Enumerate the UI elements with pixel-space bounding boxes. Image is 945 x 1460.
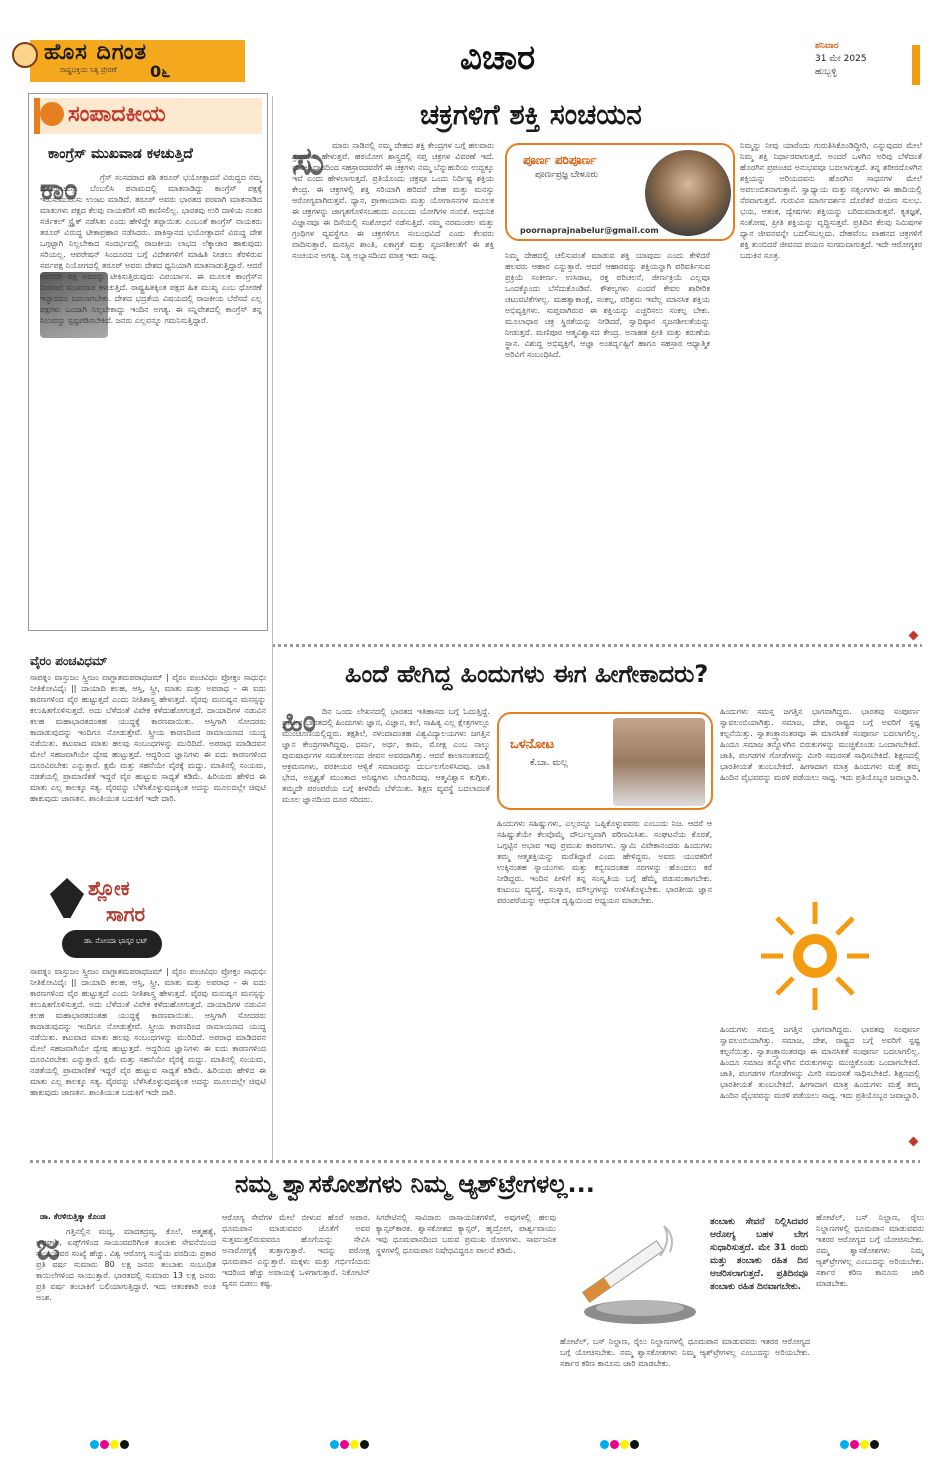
print-color-marks-3 bbox=[600, 1440, 639, 1449]
article1-dropcap: ಸು bbox=[292, 138, 325, 183]
article1-col2: ನಿಮ್ಮ ದೇಹದಲ್ಲಿ ಚಲಿಸುವಂತೆ ಮಾಡುವ ಶಕ್ತಿ ಯಾವುದು ಎಂದು ಕೇಳಿದರೆ ಹಲವರು ಆಹಾರ ಎನ್ನುತ್ತಾರೆ. ಆದರೆ ಆಹಾರವನ್ನು ಶಕ್ತಿಯನ್ನಾಗಿ ಪರಿವರ್ತಿಸುವ ಪ್ರಕ್ರಿಯೆ ಸಂಕೀರ್ಣ. ಉಸಿರಾಟ, ರಕ್ತ ಪರಿಚಲನೆ, ಜೀರ್ಣಕ್ರಿಯೆ ಎಲ್ಲವೂ ಒಂದಕ್ಕೊಂದು ಬೆಸೆದುಕೊಂಡಿವೆ. ಕೌಶಲ್ಯಗಳು ಎಂದರೆ ಕೇವಲ ಶಾರೀರಿಕ ಚಟುವಟಿಕೆಗಳಲ್ಲ. ಮಹತ್ವಾಕಾಂಕ್ಷೆ, ಸಂಕಲ್ಪ, ಪರಿಶ್ರಮ ಇವೆಲ್ಲ ಮಾನಸಿಕ ಶಕ್ತಿಯ ಅಭಿವ್ಯಕ್ತಿಗಳು. ಸುಪ್ತವಾಗಿರುವ ಈ ಶಕ್ತಿಯನ್ನು ಎಚ್ಚರಿಸಲು ಸಂಕಲ್ಪ ಬೇಕು. ಮೂಲಾಧಾರ ಚಕ್ರ ಸ್ಥಿರತೆಯನ್ನು ನೀಡಿದರೆ, ಸ್ವಾಧಿಷ್ಠಾನ ಸೃಜನಶೀಲತೆಯನ್ನು ನೀಡುತ್ತದೆ. ಮಣಿಪೂರ ಆತ್ಮವಿಶ್ವಾಸದ ಕೇಂದ್ರ. ಅನಾಹತ ಪ್ರೀತಿ ಮತ್ತು ಕರುಣೆಯ ಸ್ಥಾನ. ವಿಶುದ್ಧ ಅಭಿವ್ಯಕ್ತಿಗೆ, ಆಜ್ಞಾ ಅಂತರ್ದೃಷ್ಟಿಗೆ ಹಾಗೂ ಸಹಸ್ರಾರ ಆಧ್ಯಾತ್ಮಿಕ ಅರಿವಿಗೆ ಸಂಬಂಧಿಸಿದೆ. bbox=[505, 251, 710, 359]
poem-column-name-1: ಶ್ಲೋಕ bbox=[88, 876, 130, 900]
article3-col4: ತಂಬಾಕು ಸೇವನೆ ನಿಲ್ಲಿಸಿದವರ ಆರೋಗ್ಯ ಬಹಳ ಬೇಗ ಸುಧಾರಿಸುತ್ತದೆ. ಮೇ 31 ರಂದು ಮತ್ತು ತಂಬಾಕು ರಹಿತ ದಿನ ಆಚರಿಸಲಾಗುತ್ತದೆ. ಪ್ರತಿದಿನವೂ ತಂಬಾಕು ರಹಿತ ದಿನವಾಗಬೇಕು. bbox=[710, 1217, 808, 1292]
editorial-title: ಕಾಂಗ್ರೆಸ್ ಮುಖವಾಡ ಕಳಚುತ್ತಿದೆ bbox=[48, 146, 193, 162]
quill-icon bbox=[50, 878, 84, 918]
olanota-author: ಕೆ.ಬಾ. ಮಲ್ಲ bbox=[530, 758, 568, 768]
section-divider-2 bbox=[30, 1160, 920, 1163]
print-color-marks-4 bbox=[840, 1440, 879, 1449]
article2-col1: ದಿನ ಒಂದು ಲೇಖನದಲ್ಲಿ ಭಾರತದ ಇತಿಹಾಸದ ಬಗ್ಗೆ ಓದುತ್ತಿದ್ದೆ. ಪ್ರಾಚೀನ ಭಾರತದಲ್ಲಿ ಹಿಂದುಗಳು ಜ್ಞಾನ, ವಿಜ್ಞಾನ, ಕಲೆ, ಸಾಹಿತ್ಯ ಎಲ್ಲ ಕ್ಷೇತ್ರಗಳಲ್ಲೂ ಮುಂಚೂಣಿಯಲ್ಲಿದ್ದರು. ತಕ್ಷಶಿಲೆ, ನಳಂದಾದಂತಹ ವಿಶ್ವವಿದ್ಯಾಲಯಗಳು ಜಗತ್ತಿನ ಜ್ಞಾನ ಕೇಂದ್ರಗಳಾಗಿದ್ದವು. ಧರ್ಮ, ಅರ್ಥ, ಕಾಮ, ಮೋಕ್ಷ ಎಂಬ ನಾಲ್ಕು ಪುರುಷಾರ್ಥಗಳ ಸಮತೋಲನದ ಜೀವನ ಅವರದಾಗಿತ್ತು. ಆದರೆ ಕಾಲಾನಂತರದಲ್ಲಿ ಆಕ್ರಮಣಗಳು, ಪರಕೀಯರ ಆಳ್ವಿಕೆ ಸಮಾಜವನ್ನು ದುರ್ಬಲಗೊಳಿಸಿದವು. ಜಾತಿ ಭೇದ, ಅಸ್ಪೃಶ್ಯತೆ ಮುಂತಾದ ಅನಿಷ್ಟಗಳು ಬೇರೂರಿದವು. ಆತ್ಮವಿಶ್ವಾಸ ಕುಗ್ಗಿತು. ತಮ್ಮದೇ ಪರಂಪರೆಯ ಬಗ್ಗೆ ಕೀಳರಿಮೆ ಬೆಳೆಯಿತು. ಶಿಕ್ಷಣ ವ್ಯವಸ್ಥೆ ಬದಲಾದಂತೆ ಮೂಲ ಜ್ಞಾನದಿಂದ ದೂರ ಸರಿದರು. bbox=[282, 707, 490, 804]
poem-title: ವೈರಂ ಪಂಚವಿಧಮ್ bbox=[30, 654, 108, 668]
article3-col4-cont: ಹೋಟೆಲ್, ಬಸ್ ನಿಲ್ದಾಣ, ರೈಲು ನಿಲ್ದಾಣಗಳಲ್ಲಿ ಧೂಮಪಾನ ಮಾಡುವವರು ಇತರರ ಆರೋಗ್ಯದ ಬಗ್ಗೆ ಯೋಚಿಸಬೇಕು. ನಮ್ಮ ಶ್ವಾಸಕೋಶಗಳು ನಿಮ್ಮ ಆ್ಯಶ್‌ಟ್ರೇಗಳಲ್ಲ ಎಂಬುದನ್ನು ಅರಿಯಬೇಕು. ಸರ್ಕಾರ ಕಠಿಣ ಕಾನೂನು ಜಾರಿ ಮಾಡಬೇಕು. bbox=[560, 1337, 810, 1368]
masthead-title: ಹೊಸ ದಿಗಂತ bbox=[44, 40, 148, 65]
sun-icon bbox=[755, 896, 875, 1016]
editorial-body: ಗ್ರೆಸ್ ಸಂಸದರಾದ ಶಶಿ ತರೂರ್ ಭಯೋತ್ಪಾದನೆ ವಿರುದ್ಧದ ನಮ್ಮ ಹೋರಾಟವನ್ನು ಬೆಂಬಲಿಸಿ ಪನಾಮದಲ್ಲಿ ಮಾತನಾಡಿದ್ದು ಕಾಂಗ್ರೆಸ್ ಪಕ್ಷಕ್ಕೆ ಇರುಸುಮುರುಸು ಉಂಟು ಮಾಡಿದೆ. ತರೂರ್ ಅವರು ಭಾರತದ ಪರವಾಗಿ ಮಾತನಾಡಿದ ಮಾತುಗಳು ಪಕ್ಷದ ಕೆಲವು ನಾಯಕರಿಗೆ ಸರಿ ಕಾಣಿಸಲಿಲ್ಲ. ಭಾರತವು ಉರಿ ದಾಳಿಯ ನಂತರ ಸರ್ಜಿಕಲ್ ಸ್ಟ್ರೈಕ್ ನಡೆಸಿತು ಎಂದು ಹೇಳಿದ್ದೇ ತಪ್ಪಾಯಿತು ಎಂಬಂತೆ ಕಾಂಗ್ರೆಸ್ ನಾಯಕರು ತರೂರ್ ವಿರುದ್ಧ ಟೀಕಾಪ್ರಹಾರ ನಡೆಸಿದರು. ಪಾಕಿಸ್ತಾನದ ಭಯೋತ್ಪಾದನೆ ವಿರುದ್ಧ ದೇಶ ಒಗ್ಗಟ್ಟಾಗಿ ನಿಲ್ಲಬೇಕಾದ ಸಂದರ್ಭದಲ್ಲಿ ರಾಜಕೀಯ ಲಾಭದ ಲೆಕ್ಕಾಚಾರ ಹಾಕುವುದು ಸರಿಯಲ್ಲ. ಆಪರೇಷನ್ ಸಿಂದೂರದ ಬಗ್ಗೆ ವಿದೇಶಗಳಿಗೆ ಮಾಹಿತಿ ನೀಡಲು ತೆರಳಿರುವ ಸರ್ವಪಕ್ಷ ನಿಯೋಗದಲ್ಲಿ ತರೂರ್ ಅವರು ದೇಶದ ಧ್ವನಿಯಾಗಿ ಮಾತನಾಡುತ್ತಿದ್ದಾರೆ. ಆದರೆ ಅವರದೇ ಪಕ್ಷ ಅವರನ್ನು ಟೀಕಿಸುತ್ತಿರುವುದು ವಿಪರ್ಯಾಸ. ಈ ಮೂಲಕ ಕಾಂಗ್ರೆಸ್‌ನ ನಿಜವಾದ ಮುಖವಾಡ ಕಳಚುತ್ತಿದೆ. ರಾಷ್ಟ್ರಹಿತಕ್ಕಿಂತ ಪಕ್ಷದ ಹಿತ ಮುಖ್ಯ ಎಂಬ ಧೋರಣೆ ಇನ್ನಾದರೂ ಬದಲಾಗಬೇಕು. ದೇಶದ ಭದ್ರತೆಯ ವಿಷಯದಲ್ಲಿ ರಾಜಕೀಯ ಬೆರೆಸದೆ ಎಲ್ಲ ಪಕ್ಷಗಳು ಒಂದಾಗಿ ನಿಲ್ಲಬೇಕಾದ್ದು ಇಂದಿನ ಅಗತ್ಯ. ಈ ಸನ್ನಿವೇಶದಲ್ಲಿ ಕಾಂಗ್ರೆಸ್ ತನ್ನ ನಿಲುವನ್ನು ಸ್ಪಷ್ಟಪಡಿಸಬೇಕಿದೆ. ಜನರು ಎಲ್ಲವನ್ನೂ ಗಮನಿಸುತ್ತಿದ್ದಾರೆ. bbox=[40, 173, 262, 325]
page-edge-tab bbox=[912, 45, 920, 85]
article2-col3-cont: ಹಿಂದುಗಳು ಸಮಸ್ತ ಜಗತ್ತಿನ ಭಾಗವಾಗಿದ್ದರು. ಭಾರತವು ಸಂಪೂರ್ಣ ಸ್ವಾವಲಂಬಿಯಾಗಿತ್ತು. ಸಮಾಜ, ದೇಶ, ರಾಷ್ಟ್ರದ ಬಗ್ಗೆ ಅವರಿಗೆ ಸ್ಪಷ್ಟ ಕಲ್ಪನೆಯಿತ್ತು. ಸ್ವಾತಂತ್ರ್ಯಾನಂತರವೂ ಈ ಮಾನಸಿಕತೆ ಸಂಪೂರ್ಣ ಬದಲಾಗಲಿಲ್ಲ. ಹಿಂದೂ ಸಮಾಜ ತನ್ನೊಳಗಿನ ಬಿರುಕುಗಳನ್ನು ಮುಚ್ಚಿಕೊಂಡು ಒಂದಾಗಬೇಕಿದೆ. ಜಾತಿ, ಪಂಗಡಗಳ ಗೋಡೆಗಳನ್ನು ಮೀರಿ ಸಮರಸತೆ ಸಾಧಿಸಬೇಕಿದೆ. ಶಿಕ್ಷಣದಲ್ಲಿ ಭಾರತೀಯತೆ ತುಂಬಬೇಕಿದೆ. ಹೀಗಾದಾಗ ಮಾತ್ರ ಹಿಂದುಗಳು ಮತ್ತೆ ತಮ್ಮ ಹಿಂದಿನ ವೈಭವವನ್ನು ಮರಳಿ ಪಡೆಯಲು ಸಾಧ್ಯ. ಇದು ಪ್ರತಿಯೊಬ್ಬರ ಜವಾಬ್ದಾರಿ. bbox=[720, 1025, 920, 1100]
column-rule bbox=[272, 96, 273, 1160]
end-mark-icon bbox=[909, 631, 919, 641]
article2-col2: ಹಿಂದುಗಳು ಸಹಿಷ್ಣುಗಳು, ಎಲ್ಲರನ್ನೂ ಒಪ್ಪಿಕೊಳ್ಳುವವರು ಎಂಬುದು ನಿಜ. ಆದರೆ ಆ ಸಹಿಷ್ಣುತೆಯೇ ಕೆಲವೊಮ್ಮೆ ದೌರ್ಬಲ್ಯವಾಗಿ ಪರಿಣಮಿಸಿತು. ಸಂಘಟನೆಯ ಕೊರತೆ, ಒಗ್ಗಟ್ಟಿನ ಅಭಾವ ಇವು ಪ್ರಮುಖ ಕಾರಣಗಳು. ಸ್ವಾಮಿ ವಿವೇಕಾನಂದರು ಹಿಂದುಗಳು ತಮ್ಮ ಆತ್ಮಶಕ್ತಿಯನ್ನು ಮರೆತಿದ್ದಾರೆ ಎಂದು ಹೇಳಿದ್ದರು. ಅವರು ಯುವಕರಿಗೆ ಉಕ್ಕಿನಂತಹ ಸ್ನಾಯುಗಳು ಮತ್ತು ಕಬ್ಬಿಣದಂತಹ ನರಗಳನ್ನು ಹೊಂದಲು ಕರೆ ನೀಡಿದ್ದರು. ಇಂದಿನ ಪೀಳಿಗೆ ತನ್ನ ಸಂಸ್ಕೃತಿಯ ಬಗ್ಗೆ ಹೆಮ್ಮೆ ಪಡುವಂತಾಗಬೇಕು. ಕುಟುಂಬ ವ್ಯವಸ್ಥೆ, ಸಂಸ್ಕಾರ, ಮೌಲ್ಯಗಳನ್ನು ಉಳಿಸಿಕೊಳ್ಳಬೇಕು. ಭಾರತೀಯ ಜ್ಞಾನ ಪರಂಪರೆಯನ್ನು ಆಧುನಿಕ ದೃಷ್ಟಿಯಿಂದ ಅಧ್ಯಯನ ಮಾಡಬೇಕು. bbox=[497, 819, 712, 905]
masthead-logo bbox=[12, 42, 38, 68]
editorial-dropcap: ಕಾಂ bbox=[40, 172, 78, 207]
article2-title: ಹಿಂದೆ ಹೇಗಿದ್ದ ಹಿಂದುಗಳು ಈಗ ಹೀಗೇಕಾದರು? bbox=[345, 660, 709, 688]
article2-dropcap: ಹಿಂ bbox=[282, 704, 316, 739]
date-label: 31 ಮೇ 2025 bbox=[815, 54, 867, 64]
cigarette-illustration bbox=[560, 1216, 700, 1328]
olanota-photo bbox=[613, 718, 705, 806]
section-divider bbox=[272, 644, 922, 647]
article1-col3: ನಿಮ್ಮನ್ನು ನೀವು ಯಾರೆಂದು ಗುರುತಿಸಿಕೊಂಡಿದ್ದೀರಿ, ಎನ್ನುವುದರ ಮೇಲೆ ನಿಮ್ಮ ಶಕ್ತಿ ನಿರ್ಧಾರವಾಗುತ್ತದೆ. ಅಂದರೆ ಒಳಗಿನ ಅರಿವು ಬೆಳೆದಂತೆ ಹೊರಗಿನ ಪ್ರಪಂಚದ ಅನುಭವವೂ ಬದಲಾಗುತ್ತದೆ. ತನ್ನ ಶರೀರದೊಳಗಿನ ಶಕ್ತಿಯನ್ನು ಅರಿಯದವನು ಹೊರಗಿನ ಸಾಧನಗಳ ಮೇಲೆ ಅವಲಂಬಿತನಾಗುತ್ತಾನೆ. ಸ್ವಾಧ್ಯಾಯ ಮತ್ತು ಸತ್ಸಂಗಗಳು ಈ ಹಾದಿಯಲ್ಲಿ ನೆರವಾಗುತ್ತವೆ. ಗುರುವಿನ ಮಾರ್ಗದರ್ಶನ ದೊರೆತರೆ ಪಯಣ ಸುಲಭ. ಭಯ, ಆತಂಕ, ದ್ವೇಷಗಳು ಶಕ್ತಿಯನ್ನು ಬರಿದುಮಾಡುತ್ತವೆ. ಕೃತಜ್ಞತೆ, ಸಂತೋಷ, ಪ್ರೀತಿ ಶಕ್ತಿಯನ್ನು ವೃದ್ಧಿಸುತ್ತವೆ. ಪ್ರತಿದಿನ ಕೆಲವು ನಿಮಿಷಗಳ ಧ್ಯಾನ ಜೀವನವನ್ನೇ ಬದಲಿಸಬಲ್ಲದು. ದೇಹವೆಂಬ ವಾಹನದ ಚಕ್ರಗಳಿಗೆ ಶಕ್ತಿ ತುಂಬಿದರೆ ಜೀವನದ ಪಯಣ ಸುಗಮವಾಗುತ್ತದೆ. ಇದೇ ಆರೋಗ್ಯಕರ ಬದುಕಿನ ಸೂತ್ರ. bbox=[740, 141, 922, 260]
poem-column-name-2: ಸಾಗರ bbox=[106, 902, 146, 926]
author-photo bbox=[645, 150, 731, 236]
article1-title: ಚಕ್ರಗಳಿಗೆ ಶಕ್ತಿ ಸಂಚಯನ bbox=[420, 98, 642, 131]
editorial-logo-icon bbox=[40, 102, 64, 126]
article3-col3: ಸಿಗರೇಟಿನಲ್ಲಿ ಸಾವಿರಾರು ರಾಸಾಯನಿಕಗಳಿವೆ, ಅವುಗಳಲ್ಲಿ ಹಲವು ಕ್ಯಾನ್ಸರ್‌ಕಾರಕ. ಶ್ವಾಸಕೋಶದ ಕ್ಯಾನ್ಸರ್, ಹೃದ್ರೋಗ, ಪಾರ್ಶ್ವವಾಯು ಇವು ಧೂಮಪಾನದಿಂದ ಬರುವ ಪ್ರಮುಖ ರೋಗಗಳು. ಸಾರ್ವಜನಿಕ ಸ್ಥಳಗಳಲ್ಲಿ ಧೂಮಪಾನ ನಿಷೇಧವಿದ್ದರೂ ಪಾಲನೆ ಕಡಿಮೆ. bbox=[376, 1213, 556, 1255]
section-title: ವಿಚಾರ bbox=[460, 38, 536, 78]
article1-col1: ಮಾರು ನಾಡಿನಲ್ಲಿ ನಮ್ಮ ದೇಹದ ಶಕ್ತಿ ಕೇಂದ್ರಗಳ ಬಗ್ಗೆ ಹಲವಾರು ಗ್ರಂಥಗಳು ಹೇಳುತ್ತವೆ. ಹಠಯೋಗ ಶಾಸ್ತ್ರದಲ್ಲಿ ಸಪ್ತ ಚಕ್ರಗಳ ವಿವರಣೆ ಇದೆ. ಮೂಲಾಧಾರದಿಂದ ಸಹಸ್ರಾರದವರೆಗೆ ಈ ಚಕ್ರಗಳು ನಮ್ಮ ಬೆನ್ನುಹುರಿಯ ಉದ್ದಕ್ಕೂ ಇವೆ ಎಂದು ಹೇಳಲಾಗುತ್ತದೆ. ಪ್ರತಿಯೊಂದು ಚಕ್ರವೂ ಒಂದು ನಿರ್ದಿಷ್ಟ ಶಕ್ತಿಯ ಕೇಂದ್ರ. ಈ ಚಕ್ರಗಳಲ್ಲಿ ಶಕ್ತಿ ಸರಿಯಾಗಿ ಹರಿದರೆ ದೇಹ ಮತ್ತು ಮನಸ್ಸು ಆರೋಗ್ಯವಾಗಿರುತ್ತವೆ. ಧ್ಯಾನ, ಪ್ರಾಣಾಯಾಮ ಮತ್ತು ಯೋಗಾಸನಗಳ ಮೂಲಕ ಈ ಚಕ್ರಗಳನ್ನು ಜಾಗೃತಗೊಳಿಸಬಹುದು ಎಂಬುದು ಯೋಗಿಗಳ ನಂಬಿಕೆ. ಆಧುನಿಕ ವಿಜ್ಞಾನವೂ ಈ ದಿಸೆಯಲ್ಲಿ ಸಂಶೋಧನೆ ನಡೆಸುತ್ತಿದೆ. ನಮ್ಮ ನರಮಂಡಲ ಮತ್ತು ಗ್ರಂಥಿಗಳ ವ್ಯವಸ್ಥೆಗೂ ಈ ಚಕ್ರಗಳಿಗೂ ಸಂಬಂಧವಿದೆ ಎಂದು ಕೆಲವರು ವಾದಿಸುತ್ತಾರೆ. ಮನಸ್ಸಿನ ಶಾಂತಿ, ಏಕಾಗ್ರತೆ ಮತ್ತು ಸೃಜನಶೀಲತೆಗೆ ಈ ಶಕ್ತಿ ಸಂಚಯನ ಅಗತ್ಯ. ನಿತ್ಯ ಅಭ್ಯಾಸದಿಂದ ಮಾತ್ರ ಇದು ಸಾಧ್ಯ. bbox=[292, 141, 494, 260]
poem-body-top: ಸಾಪತ್ನಂ ವಾಸ್ತುಜಂ ಸ್ತ್ರೀಜಂ ವಾಗ್ಜಾತಮಪರಾಧಜಮ್ | ವೈರಂ ಪಂಚವಿಧಂ ಪ್ರೋಕ್ತಂ ಸಾಧುಭಿಃ ನೀತಿಕೋವಿದೈಃ || ದಾಯಾದಿ ಕಲಹ, ಆಸ್ತಿ, ಸ್ತ್ರೀ, ಮಾತು ಮತ್ತು ಅಪರಾಧ - ಈ ಐದು ಕಾರಣಗಳಿಂದ ವೈರ ಹುಟ್ಟುತ್ತದೆ ಎಂದು ನೀತಿಶಾಸ್ತ್ರ ಹೇಳುತ್ತದೆ. ವೈರವು ಮನುಷ್ಯನ ಮನಸ್ಸನ್ನು ಕಲುಷಿತಗೊಳಿಸುತ್ತದೆ. ಅದು ಬೆಳೆದಂತೆ ವಿವೇಕ ಕಳೆದುಹೋಗುತ್ತದೆ. ದಾಯಾದಿಗಳ ನಡುವಿನ ಕಲಹ ಮಹಾಭಾರತದಂತಹ ಯುದ್ಧಕ್ಕೆ ಕಾರಣವಾಯಿತು. ಆಸ್ತಿಗಾಗಿ ಸೋದರರು ಕಾದಾಡುವುದನ್ನು ಇಂದಿಗೂ ನೋಡುತ್ತೇವೆ. ಸ್ತ್ರೀಯ ಕಾರಣದಿಂದ ರಾಮಾಯಣದ ಯುದ್ಧ ನಡೆಯಿತು. ಕಟುವಾದ ಮಾತು ಹಲವು ಸಂಬಂಧಗಳನ್ನು ಮುರಿದಿದೆ. ಅಪರಾಧ ಮಾಡಿದವನ ಮೇಲೆ ಸಹಜವಾಗಿಯೇ ದ್ವೇಷ ಹುಟ್ಟುತ್ತದೆ. ಆದ್ದರಿಂದ ಜ್ಞಾನಿಗಳು ಈ ಐದು ಕಾರಣಗಳಿಂದ ದೂರವಿರಬೇಕು ಎನ್ನುತ್ತಾರೆ. ಕ್ಷಮೆ ಮತ್ತು ಸಹನೆಯೇ ವೈರಕ್ಕೆ ಮದ್ದು. ಮಾತಿನಲ್ಲಿ ಸಂಯಮ, ನಡತೆಯಲ್ಲಿ ಪ್ರಾಮಾಣಿಕತೆ ಇದ್ದರೆ ವೈರ ಹುಟ್ಟುವ ಸಾಧ್ಯತೆ ಕಡಿಮೆ. ಹಿರಿಯರು ಹೇಳಿದ ಈ ಮಾತು ಎಲ್ಲ ಕಾಲಕ್ಕೂ ಸತ್ಯ. ವೈರವನ್ನು ಬೆಳೆಸಿಕೊಳ್ಳುವುದಕ್ಕಿಂತ ಅದನ್ನು ಮೂಲದಲ್ಲೇ ಚಿವುಟಿ ಹಾಕುವುದು ಜಾಣತನ. ಶಾಂತಿಯುತ ಬದುಕಿಗೆ ಇದೇ ದಾರಿ. bbox=[30, 673, 266, 803]
article3-dropcap: ಜ bbox=[36, 1226, 61, 1268]
article3-col2: ಆರೋಗ್ಯ ಸೇವೆಗಳ ಮೇಲೆ ಬೀಳುವ ಹೊರೆ ಅಪಾರ. ಧೂಮಪಾನ ಮಾಡುವವರ ಜೊತೆಗೆ ಅವರ ಸುತ್ತಮುತ್ತಲಿರುವವರೂ ಹೊಗೆಯನ್ನು ಸೇವಿಸಿ ಅನಾರೋಗ್ಯಕ್ಕೆ ತುತ್ತಾಗುತ್ತಾರೆ. ಇದನ್ನು ಪರೋಕ್ಷ ಧೂಮಪಾನ ಎನ್ನುತ್ತಾರೆ. ಮಕ್ಕಳು ಮತ್ತು ಗರ್ಭಿಣಿಯರು ಇದರಿಂದ ಹೆಚ್ಚು ಅಪಾಯಕ್ಕೆ ಒಳಗಾಗುತ್ತಾರೆ. ನಿಕೋಟಿನ್ ವ್ಯಸನ ಬಿಡಲು ಕಷ್ಟ. bbox=[222, 1213, 370, 1288]
day-label: ಶನಿವಾರ bbox=[815, 41, 839, 51]
article3-title: ನಮ್ಮ ಶ್ವಾಸಕೋಶಗಳು ನಿಮ್ಮ ಆ್ಯಶ್‌ಟ್ರೇಗಳಲ್ಲ... bbox=[235, 1170, 595, 1198]
article3-col5: ಹೋಟೆಲ್, ಬಸ್ ನಿಲ್ದಾಣ, ರೈಲು ನಿಲ್ದಾಣಗಳಲ್ಲಿ ಧೂಮಪಾನ ಮಾಡುವವರು ಇತರರ ಆರೋಗ್ಯದ ಬಗ್ಗೆ ಯೋಚಿಸಬೇಕು. ನಮ್ಮ ಶ್ವಾಸಕೋಶಗಳು ನಿಮ್ಮ ಆ್ಯಶ್‌ಟ್ರೇಗಳಲ್ಲ ಎಂಬುದನ್ನು ಅರಿಯಬೇಕು. ಸರ್ಕಾರ ಕಠಿಣ ಕಾನೂನು ಜಾರಿ ಮಾಡಬೇಕು. bbox=[816, 1213, 924, 1288]
print-color-marks-2 bbox=[330, 1440, 369, 1449]
column-name: ಪೂರ್ಣ ಪರಿಪೂರ್ಣ bbox=[523, 153, 597, 167]
city-label: ಹುಬ್ಬಳ್ಳಿ bbox=[815, 67, 837, 77]
article2-col3: ಹಿಂದುಗಳು ಸಮಸ್ತ ಜಗತ್ತಿನ ಭಾಗವಾಗಿದ್ದರು. ಭಾರತವು ಸಂಪೂರ್ಣ ಸ್ವಾವಲಂಬಿಯಾಗಿತ್ತು. ಸಮಾಜ, ದೇಶ, ರಾಷ್ಟ್ರದ ಬಗ್ಗೆ ಅವರಿಗೆ ಸ್ಪಷ್ಟ ಕಲ್ಪನೆಯಿತ್ತು. ಸ್ವಾತಂತ್ರ್ಯಾನಂತರವೂ ಈ ಮಾನಸಿಕತೆ ಸಂಪೂರ್ಣ ಬದಲಾಗಲಿಲ್ಲ. ಹಿಂದೂ ಸಮಾಜ ತನ್ನೊಳಗಿನ ಬಿರುಕುಗಳನ್ನು ಮುಚ್ಚಿಕೊಂಡು ಒಂದಾಗಬೇಕಿದೆ. ಜಾತಿ, ಪಂಗಡಗಳ ಗೋಡೆಗಳನ್ನು ಮೀರಿ ಸಮರಸತೆ ಸಾಧಿಸಬೇಕಿದೆ. ಶಿಕ್ಷಣದಲ್ಲಿ ಭಾರತೀಯತೆ ತುಂಬಬೇಕಿದೆ. ಹೀಗಾದಾಗ ಮಾತ್ರ ಹಿಂದುಗಳು ಮತ್ತೆ ತಮ್ಮ ಹಿಂದಿನ ವೈಭವವನ್ನು ಮರಳಿ ಪಡೆಯಲು ಸಾಧ್ಯ. ಇದು ಪ್ರತಿಯೊಬ್ಬರ ಜವಾಬ್ದಾರಿ. bbox=[720, 707, 920, 782]
masthead-tagline: ರಾಷ್ಟ್ರಭಕ್ತಿಯ ನಿತ್ಯ ಪ್ರೇರಣೆ bbox=[60, 66, 117, 74]
column-email: poornaprajnabelur@gmail.com bbox=[520, 226, 659, 235]
column-author: ಪೂರ್ಣಪ್ರಜ್ಞ ಬೇಳೂರು bbox=[535, 170, 599, 180]
article3-col1: ಗತ್ತಿನಲ್ಲಿನ ಮದ್ಯ, ಮಾದಕದ್ರವ್ಯ, ಕೊಲೆ, ಆತ್ಮಹತ್ಯೆ, ಅಪಘಾತ, ಏಡ್ಸ್‌ಗಳಿಂದ ಸಾಯುವವರಿಗಿಂತ ತಂಬಾಕು ಸೇವನೆಯಿಂದ ಸಾಯುವವರ ಸಂಖ್ಯೆ ಹೆಚ್ಚು. ವಿಶ್ವ ಆರೋಗ್ಯ ಸಂಸ್ಥೆಯ ವರದಿಯ ಪ್ರಕಾರ ಪ್ರತಿ ವರ್ಷ ಸುಮಾರು 80 ಲಕ್ಷ ಜನರು ತಂಬಾಕು ಸಂಬಂಧಿತ ಕಾಯಿಲೆಗಳಿಂದ ಸಾಯುತ್ತಾರೆ. ಭಾರತದಲ್ಲಿ ಸುಮಾರು 13 ಲಕ್ಷ ಜನರು ಪ್ರತಿ ವರ್ಷ ತಂಬಾಕಿಗೆ ಬಲಿಯಾಗುತ್ತಿದ್ದಾರೆ. ಇದು ಆತಂಕಕಾರಿ ಅಂಕಿ ಅಂಶ. bbox=[36, 1227, 216, 1302]
article3-byline: ಡಾ. ಕೆರಳಿರುತ್ತಿಕ್ಕಾ ಕೊಂಡ bbox=[40, 1212, 106, 1221]
olanota-column-name: ಒಳನೋಟ bbox=[510, 737, 555, 752]
poem-author: ಡಾ. ನೋಂದಾ ಭಾಸ್ಕರ ಭಟ್ bbox=[84, 937, 148, 945]
print-color-marks bbox=[90, 1440, 129, 1449]
editorial-label: ಸಂಪಾದಕೀಯ bbox=[68, 102, 166, 127]
poem-body-bottom: ಸಾಪತ್ನಂ ವಾಸ್ತುಜಂ ಸ್ತ್ರೀಜಂ ವಾಗ್ಜಾತಮಪರಾಧಜಮ್ | ವೈರಂ ಪಂಚವಿಧಂ ಪ್ರೋಕ್ತಂ ಸಾಧುಭಿಃ ನೀತಿಕೋವಿದೈಃ || ದಾಯಾದಿ ಕಲಹ, ಆಸ್ತಿ, ಸ್ತ್ರೀ, ಮಾತು ಮತ್ತು ಅಪರಾಧ - ಈ ಐದು ಕಾರಣಗಳಿಂದ ವೈರ ಹುಟ್ಟುತ್ತದೆ ಎಂದು ನೀತಿಶಾಸ್ತ್ರ ಹೇಳುತ್ತದೆ. ವೈರವು ಮನುಷ್ಯನ ಮನಸ್ಸನ್ನು ಕಲುಷಿತಗೊಳಿಸುತ್ತದೆ. ಅದು ಬೆಳೆದಂತೆ ವಿವೇಕ ಕಳೆದುಹೋಗುತ್ತದೆ. ದಾಯಾದಿಗಳ ನಡುವಿನ ಕಲಹ ಮಹಾಭಾರತದಂತಹ ಯುದ್ಧಕ್ಕೆ ಕಾರಣವಾಯಿತು. ಆಸ್ತಿಗಾಗಿ ಸೋದರರು ಕಾದಾಡುವುದನ್ನು ಇಂದಿಗೂ ನೋಡುತ್ತೇವೆ. ಸ್ತ್ರೀಯ ಕಾರಣದಿಂದ ರಾಮಾಯಣದ ಯುದ್ಧ ನಡೆಯಿತು. ಕಟುವಾದ ಮಾತು ಹಲವು ಸಂಬಂಧಗಳನ್ನು ಮುರಿದಿದೆ. ಅಪರಾಧ ಮಾಡಿದವನ ಮೇಲೆ ಸಹಜವಾಗಿಯೇ ದ್ವೇಷ ಹುಟ್ಟುತ್ತದೆ. ಆದ್ದರಿಂದ ಜ್ಞಾನಿಗಳು ಈ ಐದು ಕಾರಣಗಳಿಂದ ದೂರವಿರಬೇಕು ಎನ್ನುತ್ತಾರೆ. ಕ್ಷಮೆ ಮತ್ತು ಸಹನೆಯೇ ವೈರಕ್ಕೆ ಮದ್ದು. ಮಾತಿನಲ್ಲಿ ಸಂಯಮ, ನಡತೆಯಲ್ಲಿ ಪ್ರಾಮಾಣಿಕತೆ ಇದ್ದರೆ ವೈರ ಹುಟ್ಟುವ ಸಾಧ್ಯತೆ ಕಡಿಮೆ. ಹಿರಿಯರು ಹೇಳಿದ ಈ ಮಾತು ಎಲ್ಲ ಕಾಲಕ್ಕೂ ಸತ್ಯ. ವೈರವನ್ನು ಬೆಳೆಸಿಕೊಳ್ಳುವುದಕ್ಕಿಂತ ಅದನ್ನು ಮೂಲದಲ್ಲೇ ಚಿವುಟಿ ಹಾಕುವುದು ಜಾಣತನ. ಶಾಂತಿಯುತ ಬದುಕಿಗೆ ಇದೇ ದಾರಿ. bbox=[30, 967, 266, 1097]
date-block bbox=[815, 40, 895, 79]
page-number: 0೬ bbox=[150, 62, 171, 81]
